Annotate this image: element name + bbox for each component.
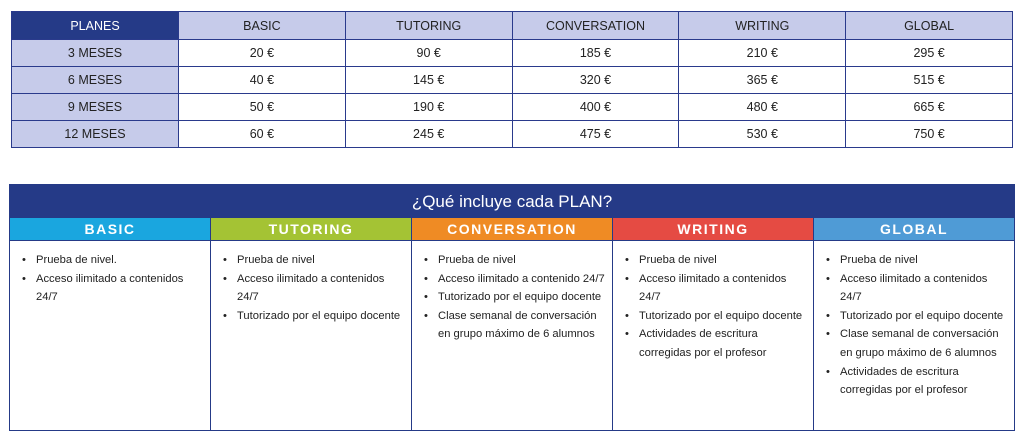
plan-features-basic	[10, 241, 210, 307]
list-item: • Acceso ilimitado a contenidos 24/7	[840, 270, 1008, 307]
price-cell: 665 €	[846, 94, 1013, 121]
price-table-header	[12, 12, 1013, 40]
plan-features-writing	[613, 241, 813, 363]
table-row	[12, 40, 1013, 67]
list-item: • Tutorizado por el equipo docente	[639, 307, 807, 326]
header-plans: PLANES	[12, 12, 179, 40]
plan-includes-section	[9, 184, 1015, 431]
price-cell: 475 €	[512, 121, 679, 148]
plan-heading-conversation: CONVERSATION	[412, 218, 612, 241]
price-cell: 185 €	[512, 40, 679, 67]
list-item: • Tutorizado por el equipo docente	[840, 307, 1008, 326]
list-item: • Actividades de escritura corregidas por el profesor	[639, 325, 807, 362]
plan-column-global	[813, 218, 1014, 430]
price-cell: 210 €	[679, 40, 846, 67]
price-cell: 190 €	[345, 94, 512, 121]
plan-heading-tutoring: TUTORING	[211, 218, 411, 241]
list-item: • Prueba de nivel	[639, 251, 807, 270]
list-item: • Acceso ilimitado a contenidos 24/7	[237, 270, 405, 307]
list-item: • Actividades de escritura corregidas por el profesor	[840, 363, 1008, 400]
plan-features-conversation	[412, 241, 612, 344]
price-cell: 750 €	[846, 121, 1013, 148]
plan-column-writing	[612, 218, 813, 430]
list-item: • Acceso ilimitado a contenidos 24/7	[639, 270, 807, 307]
list-item: • Clase semanal de conversación en grupo máximo de 6 alumnos	[840, 325, 1008, 362]
list-item: • Tutorizado por el equipo docente	[438, 288, 606, 307]
list-item: • Clase semanal de conversación en grupo máximo de 6 alumnos	[438, 307, 606, 344]
price-cell: 90 €	[345, 40, 512, 67]
plan-heading-basic: BASIC	[10, 218, 210, 241]
plan-features-global	[814, 241, 1014, 400]
includes-title: ¿Qué incluye cada PLAN?	[10, 185, 1014, 218]
plan-heading-global: GLOBAL	[814, 218, 1014, 241]
plan-features-tutoring	[211, 241, 411, 325]
list-item: • Prueba de nivel	[237, 251, 405, 270]
price-cell: 20 €	[179, 40, 346, 67]
price-cell: 400 €	[512, 94, 679, 121]
plan-columns	[10, 218, 1014, 430]
row-plan-label: 6 MESES	[12, 67, 179, 94]
table-row	[12, 121, 1013, 148]
header-tutoring: TUTORING	[345, 12, 512, 40]
price-cell: 245 €	[345, 121, 512, 148]
list-item: • Tutorizado por el equipo docente	[237, 307, 405, 326]
row-plan-label: 9 MESES	[12, 94, 179, 121]
header-conversation: CONVERSATION	[512, 12, 679, 40]
table-row	[12, 67, 1013, 94]
price-table-body	[12, 40, 1013, 148]
price-cell: 50 €	[179, 94, 346, 121]
header-writing: WRITING	[679, 12, 846, 40]
header-basic: BASIC	[179, 12, 346, 40]
list-item: • Prueba de nivel.	[36, 251, 204, 270]
price-cell: 515 €	[846, 67, 1013, 94]
plan-heading-writing: WRITING	[613, 218, 813, 241]
list-item: • Prueba de nivel	[840, 251, 1008, 270]
plan-column-tutoring	[210, 218, 411, 430]
list-item: • Acceso ilimitado a contenido 24/7	[438, 270, 606, 289]
row-plan-label: 3 MESES	[12, 40, 179, 67]
price-cell: 145 €	[345, 67, 512, 94]
price-table-header-row	[12, 12, 1013, 40]
plan-column-conversation	[411, 218, 612, 430]
price-cell: 530 €	[679, 121, 846, 148]
price-cell: 480 €	[679, 94, 846, 121]
list-item: • Acceso ilimitado a contenidos 24/7	[36, 270, 204, 307]
plan-column-basic	[10, 218, 210, 430]
price-cell: 60 €	[179, 121, 346, 148]
list-item: • Prueba de nivel	[438, 251, 606, 270]
table-row	[12, 94, 1013, 121]
price-table	[11, 11, 1013, 148]
price-cell: 365 €	[679, 67, 846, 94]
price-cell: 40 €	[179, 67, 346, 94]
price-cell: 320 €	[512, 67, 679, 94]
price-cell: 295 €	[846, 40, 1013, 67]
row-plan-label: 12 MESES	[12, 121, 179, 148]
header-global: GLOBAL	[846, 12, 1013, 40]
